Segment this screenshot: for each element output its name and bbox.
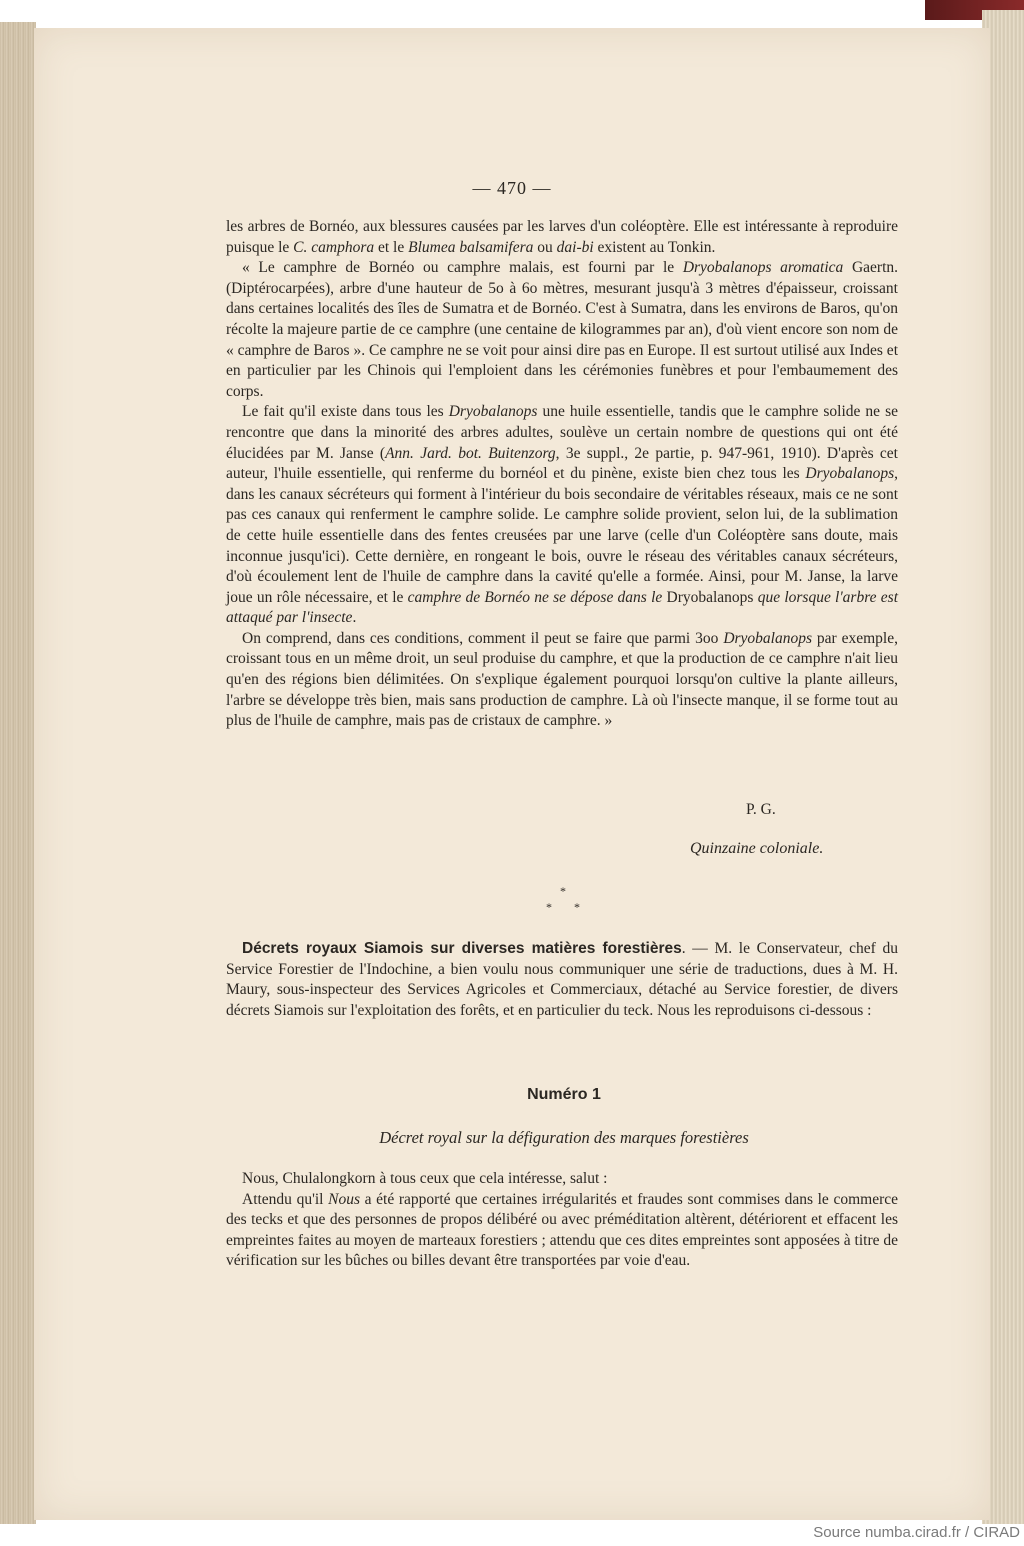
page-number: — 470 — xyxy=(472,178,552,198)
book-page-edges-left xyxy=(0,22,36,1524)
decree-number: Numéro 1 xyxy=(527,1086,601,1103)
paragraph: Attendu qu'il Nous a été rapporté que certaines irrégularités et fraudes sont commises dans le commerce des tecks et que des personnes de propos délibéré ou avec préméditation altèrent, détériorent et effacent les empreintes faites au moyen de marteaux forestiers ; attendu que ces dites empreintes sont apposées à titre de vérification sur les bûches ou billes devant être transportées par voie d'eau. xyxy=(226,1190,898,1270)
article-source: Quinzaine coloniale. xyxy=(690,840,824,857)
author-signature: P. G. xyxy=(746,801,776,818)
section-separator xyxy=(540,884,590,918)
separator-star: * xyxy=(546,900,552,914)
paragraph: les arbres de Bornéo, aux blessures causées par les larves d'un coléoptère. Elle est intéressante à reproduire puisque le C. camphora et le Blumea balsamifera ou dai-bi existent au Tonkin. xyxy=(226,218,898,256)
paragraph: On comprend, dans ces conditions, comment il peut se faire que parmi 3oo Dryobalanops par exemple, croissant tous en un même droit, un seul produise du camphre, et que la production de ce camphre n'ait lieu qu'en des régions bien délimitées. On s'explique également pourquoi lorsqu'on cultive la plante ailleurs, l'arbre se développe très bien, mais sans production de camphre. Là où l'insecte manque, il se forme tout au plus de l'huile de camphre, mais pas de cristaux de camphre. » xyxy=(226,629,898,730)
separator-star: * xyxy=(574,900,580,914)
footer-source: Source numba.cirad.fr / CIRAD xyxy=(813,1524,1020,1541)
article-decrees-intro xyxy=(226,939,898,1021)
section-title: Décrets royaux Siamois sur diverses matières forestières xyxy=(242,940,682,957)
decree-title: Décret royal sur la défiguration des marques forestières xyxy=(379,1128,749,1147)
paragraph: Nous, Chulalongkorn à tous ceux que cela intéresse, salut : xyxy=(242,1170,608,1187)
paragraph: Le fait qu'il existe dans tous les Dryobalanops une huile essentielle, tandis que le camphre solide ne se rencontre que dans la minorité des arbres adultes, soulève un certain nombre de questions qui ont été élucidées par M. Janse (Ann. Jard. bot. Buitenzorg, 3e suppl., 2e partie, p. 947-961, 1910). D'après cet auteur, l'huile essentielle, qui renferme du bornéol et du pinène, existe bien chez tous les Dryobalanops, dans les canaux sécréteurs qui forment à l'intérieur du bois secondaire de véritables réseaux, mais ce ne sont pas ces canaux qui renferment le camphre solide. Le camphre solide provient, selon lui, de la sublimation de cette huile essentielle dans des fentes creusées par une larve (celle d'un Coléoptère sans doute, mais inconnue jusqu'ici). Cette dernière, en rongeant le bois, ouvre le réseau des véritables canaux sécréteurs, d'où écoulement lent de l'huile de camphre dans la cavité qu'elle a formée. Ainsi, pour M. Janse, la larve joue un rôle nécessaire, et le camphre de Bornéo ne se dépose dans le Dryobalanops que lorsque l'arbre est attaqué par l'insecte. xyxy=(226,403,898,627)
article-camphor-text xyxy=(226,217,898,732)
paragraph: Décrets royaux Siamois sur diverses matières forestières. — M. le Conservateur, chef du Service Forestier de l'Indochine, a bien voulu nous communiquer une série de traductions, dues à M. H. Maury, sous-inspecteur des Services Agricoles et Commerciaux, détaché au Service forestier, de divers décrets Siamois sur l'exploitation des forêts, et en particulier du teck. Nous les reproduisons ci-dessous : xyxy=(226,940,898,1019)
decree-text xyxy=(226,1169,898,1272)
paragraph: « Le camphre de Bornéo ou camphre malais, est fourni par le Dryobalanops aromatica Gaertn. (Diptérocarpées), arbre d'une hauteur de 5o à 6o mètres, mesurant jusqu'à 3 mètres d'épaisseur, croissant dans certaines localités des îles de Sumatra et de Bornéo. C'est à Sumatra, dans les environs de Baros, qu'on récolte la majeure partie de ce camphre (une centaine de kilogrammes par an), d'où vient encore son nom de « camphre de Baros ». Ce camphre ne se voit pour ainsi dire pas en Europe. Il est surtout utilisé aux Indes et en particulier par les Chinois qui l'emploient dans les cérémonies funèbres et pour l'embaumement des corps. xyxy=(226,259,899,400)
separator-star: * xyxy=(560,884,566,898)
